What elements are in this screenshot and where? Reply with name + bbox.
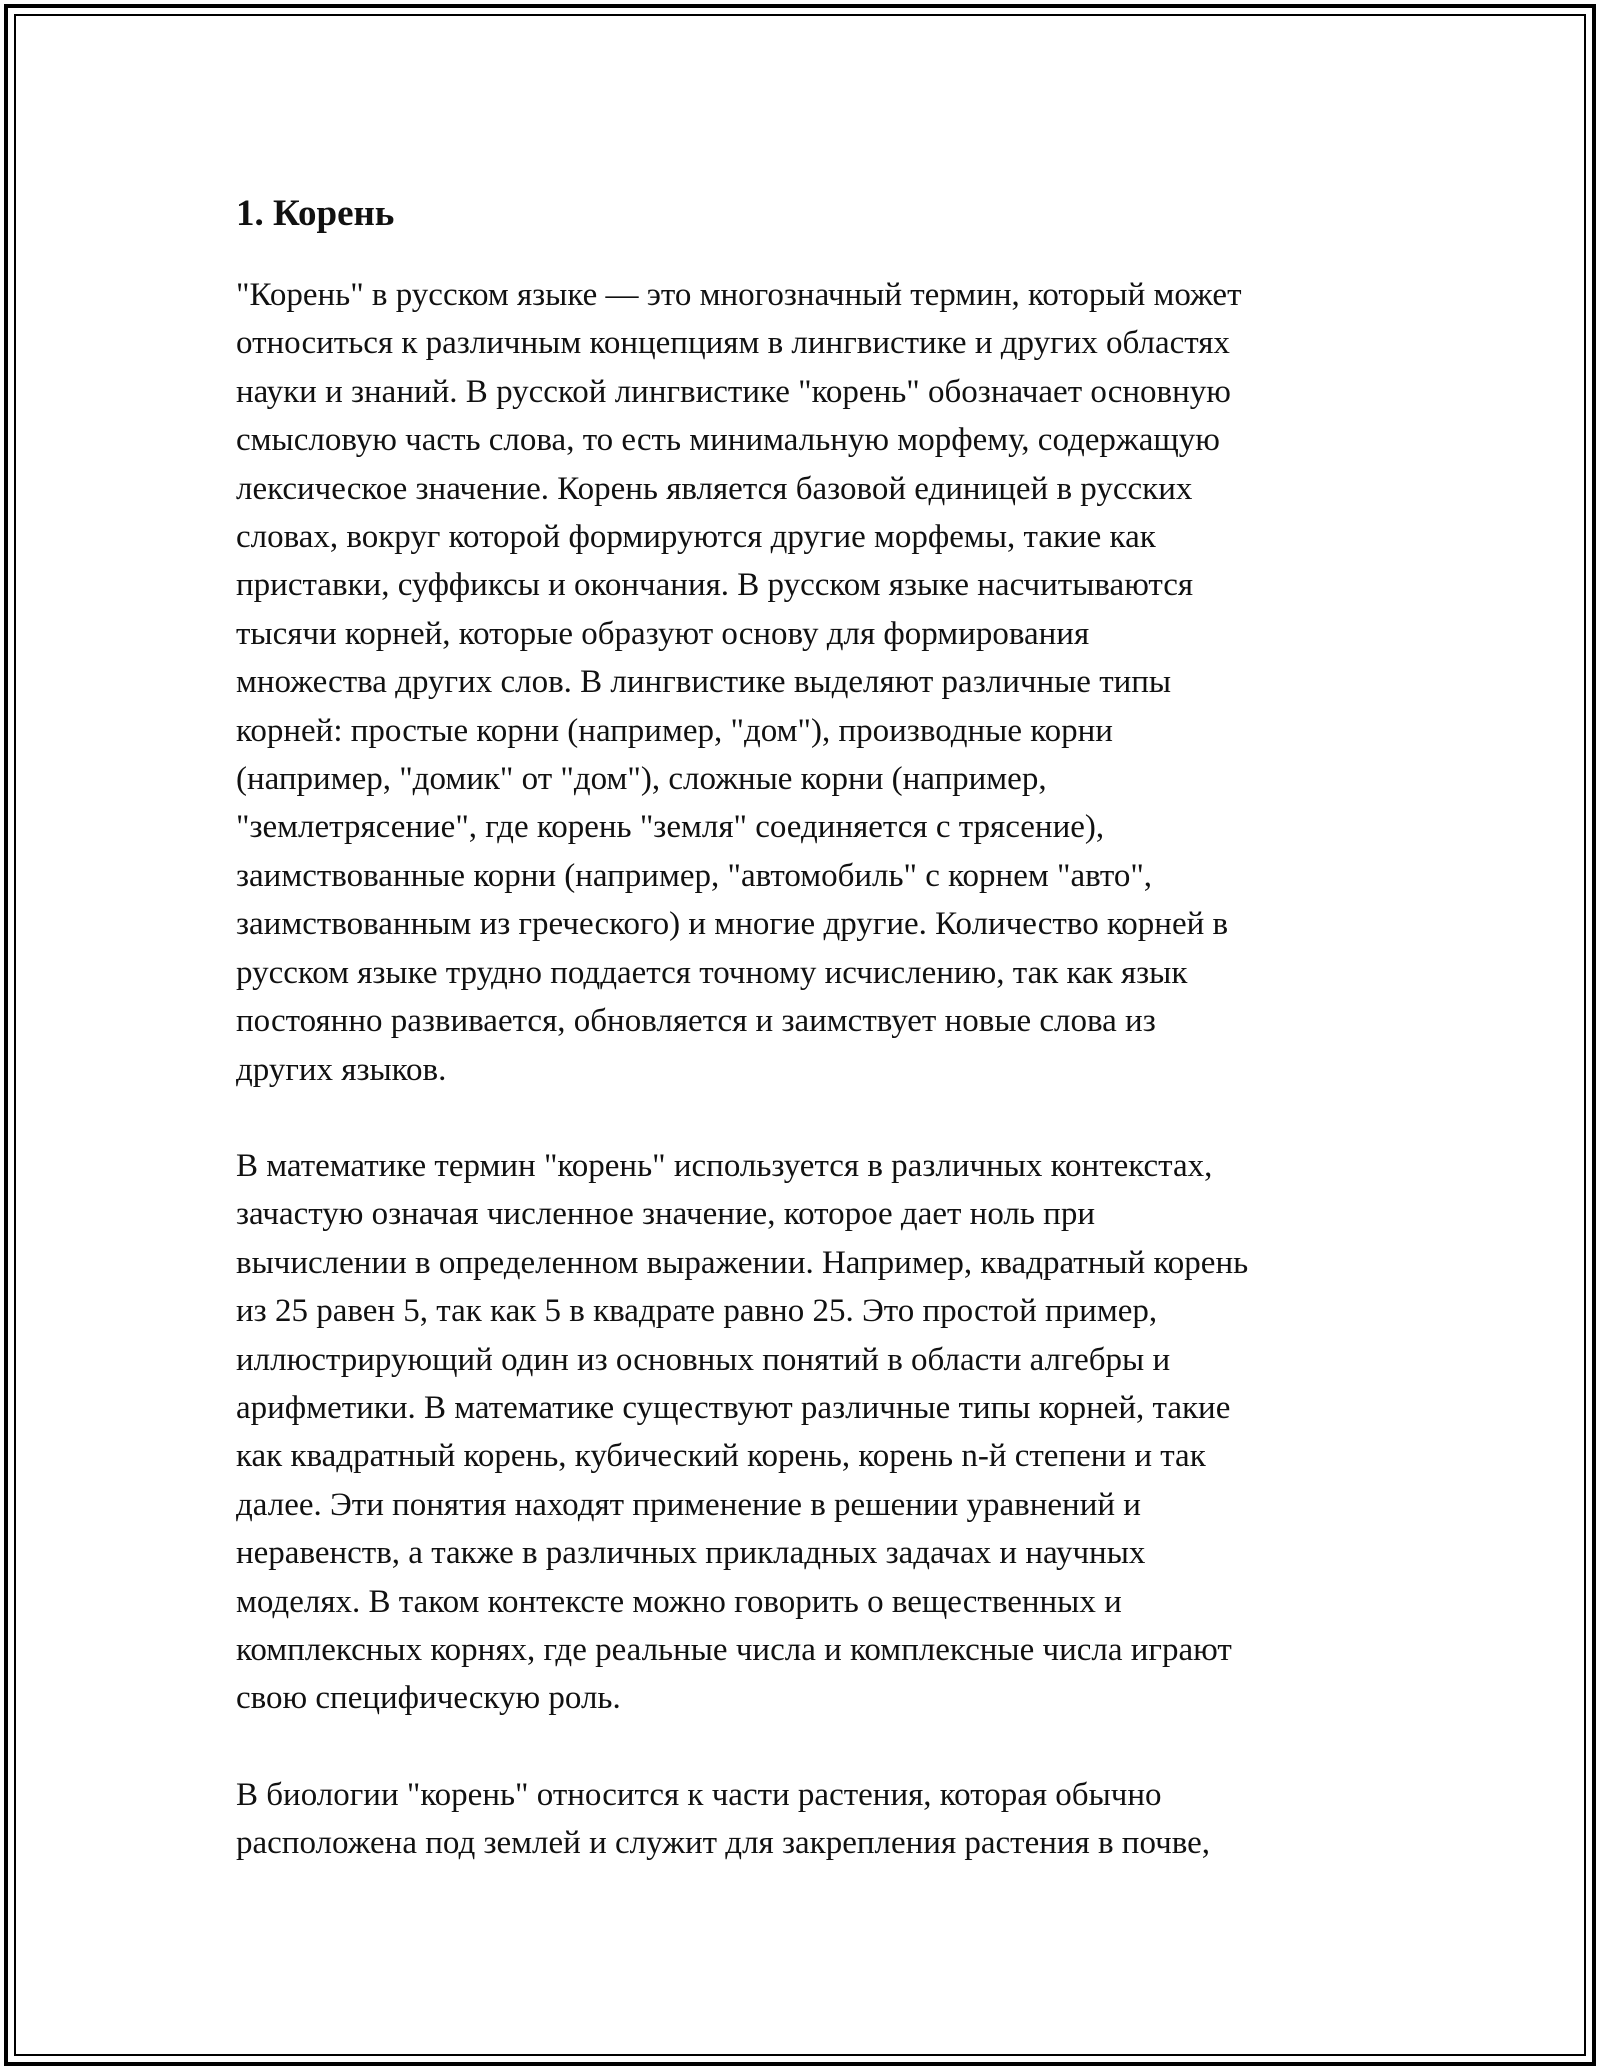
paragraph-mathematics: В математике термин "корень" используется в различных контекстах, зачастую означая численное значение, которое дает ноль при вычислении в определенном выражении. Например, квадратный корень из 25 равен 5, так как 5 в квадрате равно 25. Это простой пример, иллюстрирующий один из основных понятий в области алгебры и арифметики. В математике существуют различные типы корней, такие как квадратный корень, кубический корень, корень n-й степени и так далее. Эти понятия находят применение в решении уравнений и неравенств, а также в различных прикладных задачах и научных моделях. В таком контексте можно говорить о вещественных и комплексных корнях, где реальные числа и комплексные числа играют свою специфическую роль. — [236, 1147, 1249, 1717]
paragraph-linguistics: "Корень" в русском языке — это многозначный термин, который может относиться к различным концепциям в лингвистике и других областях науки и знаний. В русской лингвистике "корень" обозначает основную смысловую часть слова, то есть минимальную морфему, содержащую лексическое значение. Корень является базовой единицей в русских словах, вокруг которой формируются другие морфемы, такие как приставки, суффиксы и окончания. В русском языке насчитываются тысячи корней, которые образуют основу для формирования множества других слов. В лингвистике выделяют различные типы корней: простые корни (например, "дом"), производные корни (например, "домик" от "дом"), сложные корни (например, "землетрясение", где корень "земля" соединяется с трясение), заимствованные корни (например, "автомобиль" с корнем "авто", заимствованным из греческого) и многие другие. Количество корней в русском языке трудно поддается точному исчислению, так как язык постоянно развивается, обновляется и заимствует новые слова из других языков. — [236, 277, 1242, 1088]
section-heading: 1. Корень — [236, 193, 395, 234]
paragraph-biology: В биологии "корень" относится к части растения, которая обычно расположена под землей и служит для закрепления растения в почве, — [236, 1776, 1210, 1862]
document-content — [236, 185, 1366, 1916]
